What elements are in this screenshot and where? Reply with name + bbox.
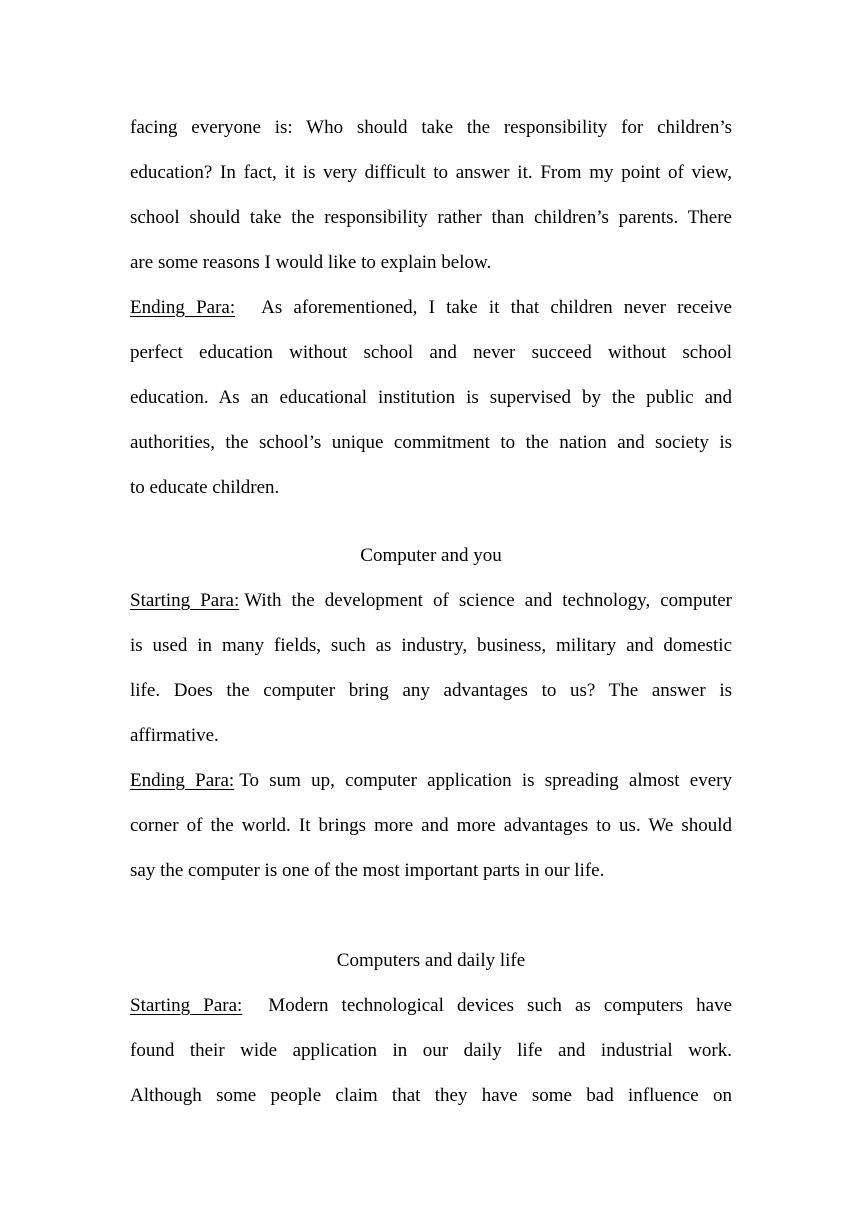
paragraph-line: education? In fact, it is very difficult to answer it. From my point of view, bbox=[130, 162, 732, 183]
ending-para-first-line bbox=[130, 285, 732, 330]
paragraph-line: education. As an educational institution is supervised by the public and bbox=[130, 387, 732, 408]
starting-para-label: Starting Para: bbox=[130, 995, 243, 1016]
paragraph-text: To sum up, computer application is spreading almost every bbox=[239, 770, 732, 791]
ending-para-first-line bbox=[130, 758, 732, 803]
ending-para-label: Ending Para: bbox=[130, 297, 236, 318]
paragraph-line: authorities, the school’s unique commitment to the nation and society is bbox=[130, 432, 732, 453]
paragraph-line: facing everyone is: Who should take the responsibility for children’s bbox=[130, 117, 732, 138]
paragraph-line: Although some people claim that they have some bad influence on bbox=[130, 1085, 732, 1106]
section-heading: Computer and you bbox=[360, 545, 502, 566]
page-content bbox=[130, 105, 732, 1118]
paragraph-line: affirmative. bbox=[130, 725, 219, 746]
paragraph-line: corner of the world. It brings more and more advantages to us. We should bbox=[130, 815, 732, 836]
paragraph-line: perfect education without school and never succeed without school bbox=[130, 342, 732, 363]
paragraph-text: As aforementioned, I take it that children never receive bbox=[261, 297, 732, 318]
paragraph-line: are some reasons I would like to explain below. bbox=[130, 252, 492, 273]
section-heading: Computers and daily life bbox=[336, 950, 526, 971]
paragraph-text: With the development of science and technology, computer bbox=[244, 590, 732, 611]
starting-para-label: Starting Para: bbox=[130, 590, 240, 611]
paragraph-line: is used in many fields, such as industry, business, military and domestic bbox=[130, 635, 732, 656]
paragraph-line: to educate children. bbox=[130, 477, 280, 498]
paragraph-line: life. Does the computer bring any advantages to us? The answer is bbox=[130, 680, 732, 701]
paragraph-text: Modern technological devices such as computers have bbox=[268, 995, 732, 1016]
paragraph-line: found their wide application in our daily life and industrial work. bbox=[130, 1040, 732, 1061]
paragraph-line: school should take the responsibility rather than children’s parents. There bbox=[130, 207, 732, 228]
starting-para-first-line bbox=[130, 983, 732, 1028]
starting-para-first-line bbox=[130, 578, 732, 623]
paragraph-line: say the computer is one of the most important parts in our life. bbox=[130, 860, 605, 881]
ending-para-label: Ending Para: bbox=[130, 770, 235, 791]
